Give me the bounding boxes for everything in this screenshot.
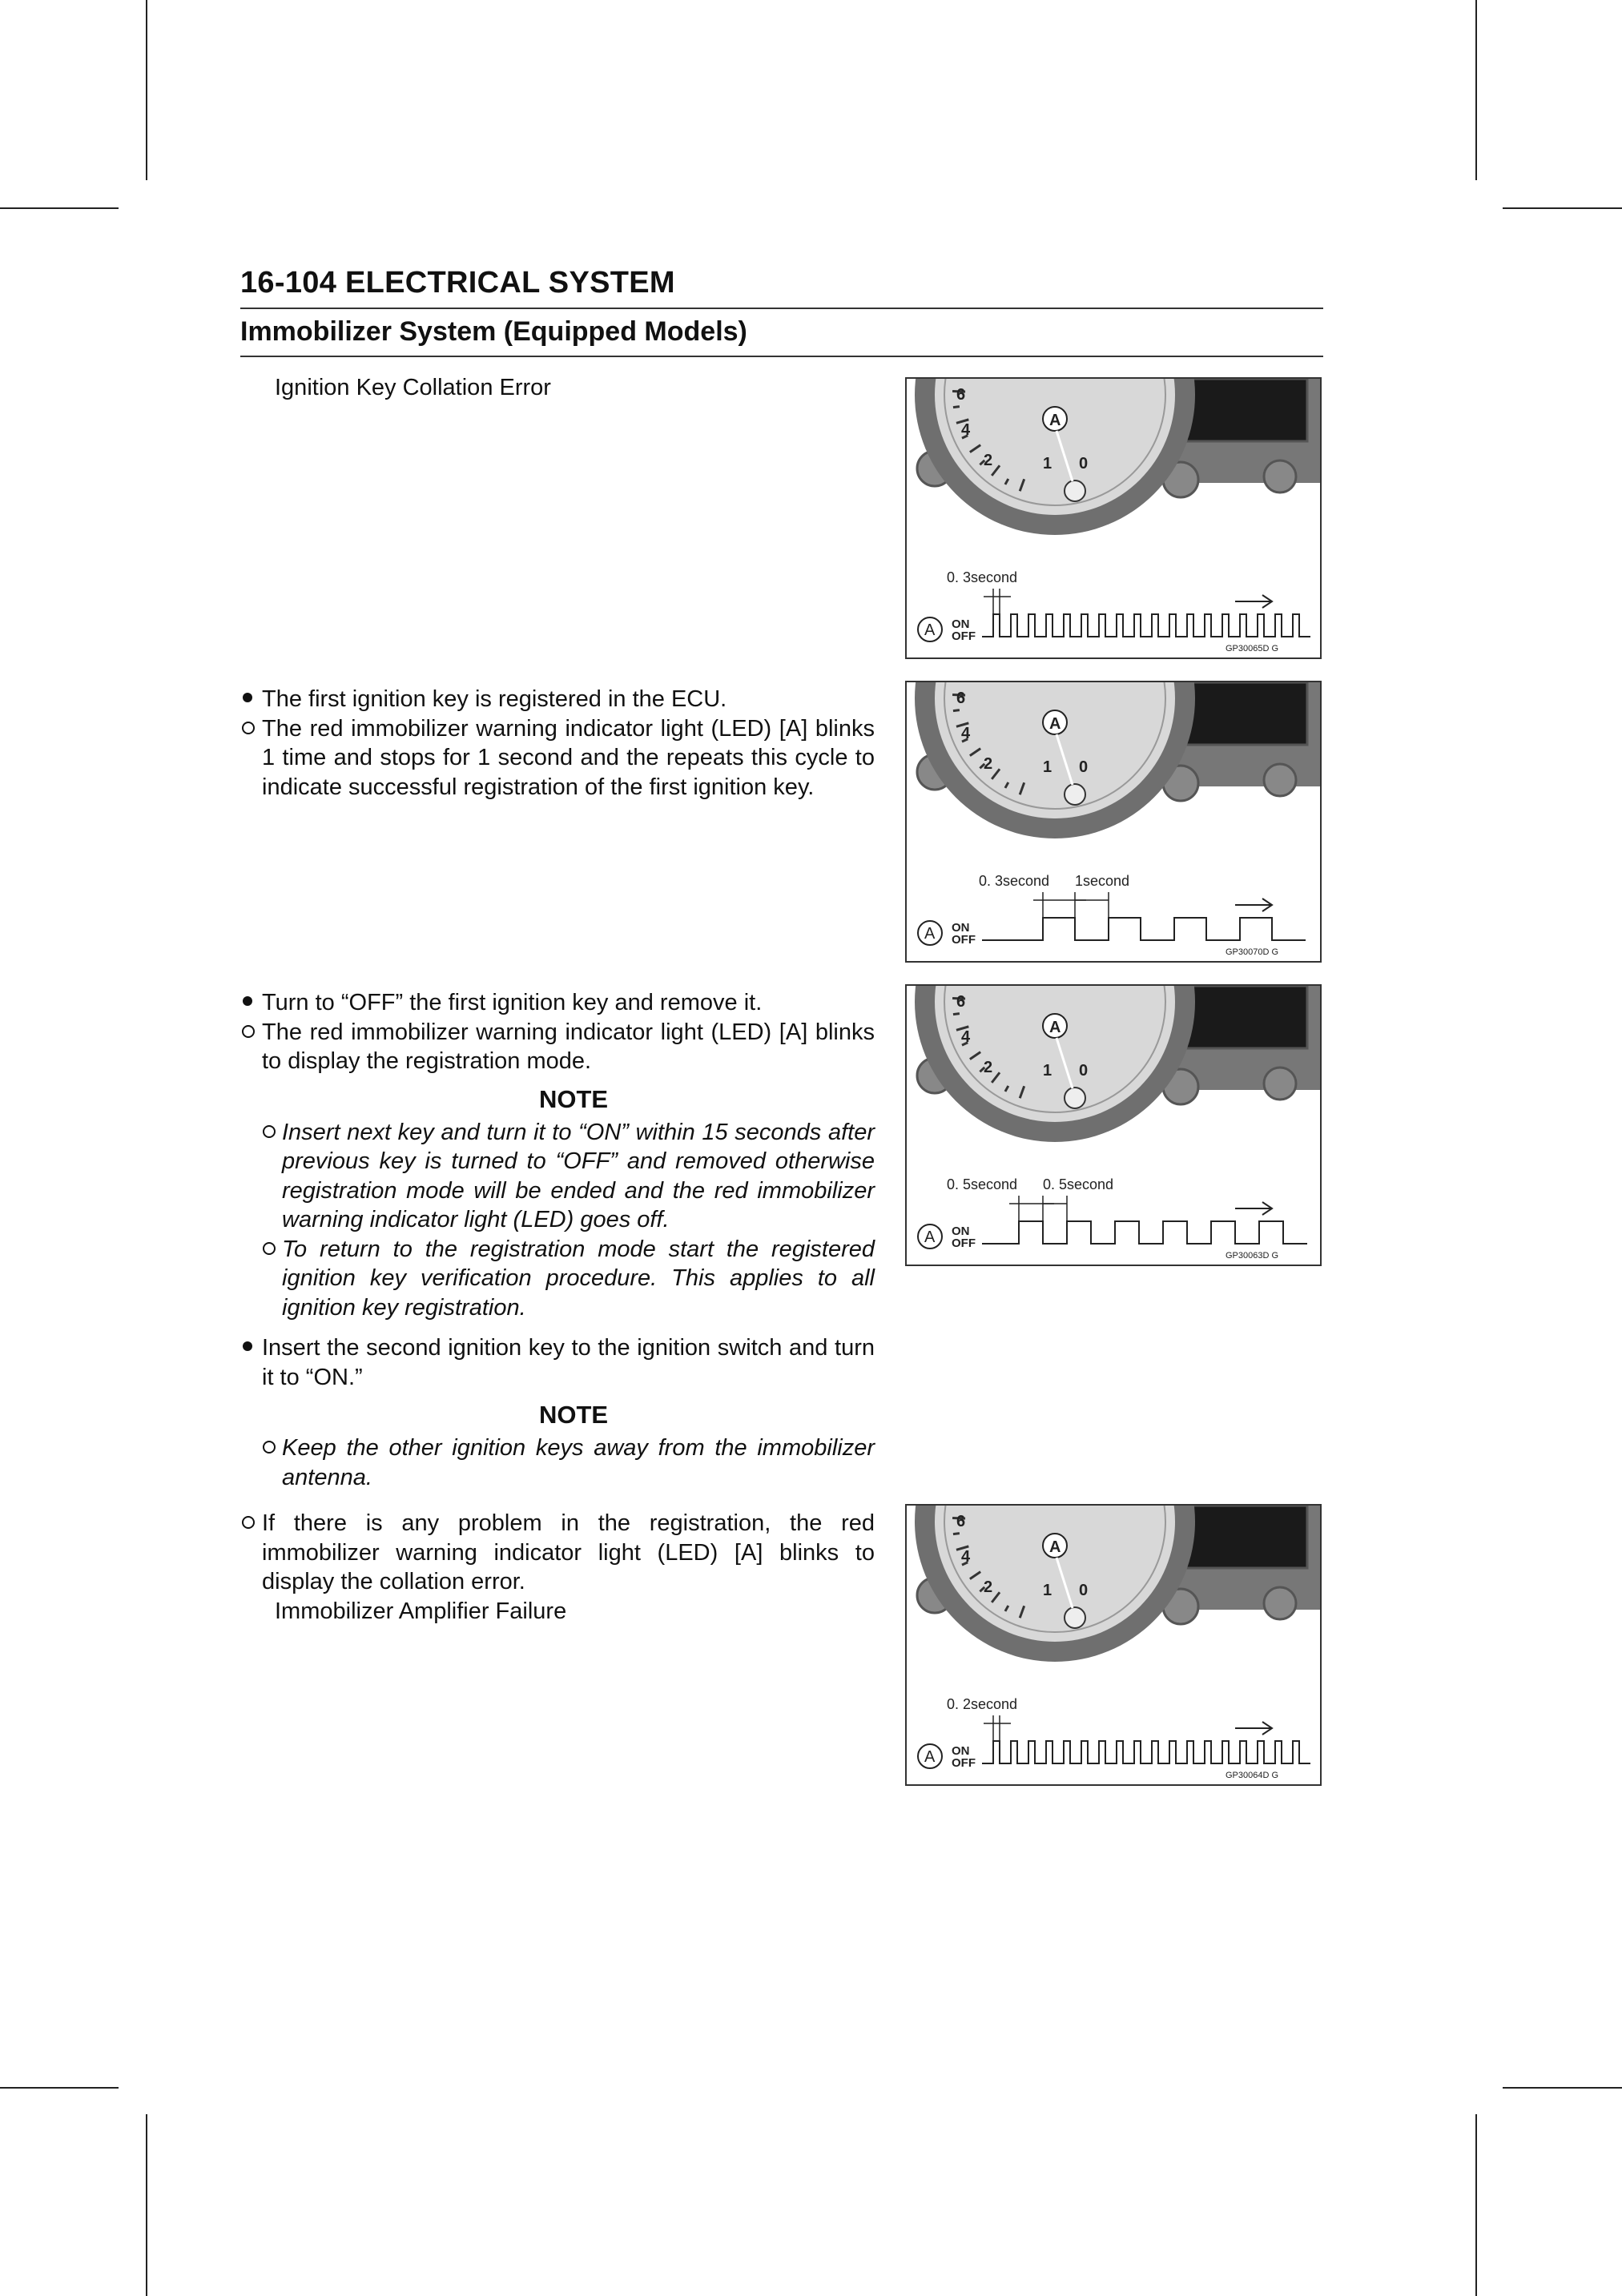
tachometer-numeral: 4 bbox=[961, 1028, 971, 1046]
tachometer-numeral: 1 bbox=[1043, 455, 1052, 472]
list-item: Insert the second ignition key to the ignition switch and turn it to “ON.” bbox=[240, 1333, 875, 1392]
tachometer-tick bbox=[953, 407, 960, 408]
on-label: ON bbox=[952, 921, 970, 935]
crop-mark bbox=[146, 0, 147, 180]
timing-label-1: 0. 2second bbox=[947, 1696, 1018, 1712]
note-item: Insert next key and turn it to “ON” within 15 seconds after previous key is turned to “OFF” and removed otherwise registration mode will be ended and the red immobilizer warning indicator light (LED) goes off. bbox=[240, 1118, 875, 1235]
page-title: 16-104 ELECTRICAL SYSTEM bbox=[240, 266, 675, 300]
callout-a-label: A bbox=[1049, 715, 1061, 733]
tachometer-numeral: 0 bbox=[1079, 758, 1089, 776]
instrument-panel-illustration bbox=[915, 986, 1320, 1142]
bullet-icon bbox=[240, 685, 261, 714]
on-label: ON bbox=[952, 1744, 970, 1758]
tachometer-numeral: 0 bbox=[1079, 455, 1089, 472]
off-label: OFF bbox=[952, 933, 976, 947]
timing-label-1: 0. 3second bbox=[979, 873, 1050, 889]
immobilizer-led-indicator bbox=[1065, 1607, 1085, 1628]
on-label: ON bbox=[952, 1224, 970, 1238]
tachometer-numeral: 0 bbox=[1079, 1062, 1089, 1080]
sub-bullet-icon bbox=[261, 1235, 276, 1265]
led-signal-waveform bbox=[982, 1741, 1310, 1763]
crop-mark bbox=[1503, 207, 1622, 209]
section-title: Immobilizer System (Equipped Models) bbox=[240, 316, 747, 347]
note-item: Keep the other ignition keys away from the immobilizer antenna. bbox=[240, 1433, 875, 1492]
instrument-panel-illustration bbox=[915, 1506, 1320, 1662]
figure-meter-blink-pattern bbox=[905, 984, 1322, 1266]
callout-a-label: A bbox=[1049, 1019, 1061, 1036]
sub-bullet-icon bbox=[240, 1509, 261, 1538]
note-item: To return to the registration mode start the registered ignition key verification procedure. This applies to all ignition key registration. bbox=[240, 1235, 875, 1323]
mount-boss bbox=[1264, 460, 1296, 493]
header-rule bbox=[240, 356, 1323, 357]
tachometer-tick bbox=[953, 1014, 960, 1015]
tachometer-numeral: 0 bbox=[1079, 1582, 1089, 1599]
timing-label-1: 0. 5second bbox=[947, 1176, 1018, 1192]
crop-mark bbox=[0, 207, 119, 209]
off-label: OFF bbox=[952, 1236, 976, 1250]
instrument-panel-illustration bbox=[915, 682, 1320, 838]
page-header bbox=[240, 264, 1323, 357]
section-registration-mode bbox=[240, 988, 875, 1492]
list-item: The first ignition key is registered in the ECU. bbox=[240, 685, 875, 714]
figure-code: GP30064D G bbox=[1226, 1771, 1279, 1780]
list-item: Turn to “OFF” the first ignition key and remove it. bbox=[240, 988, 875, 1018]
list-item: The red immobilizer warning indicator light (LED) [A] blinks to display the registration mode. bbox=[240, 1018, 875, 1076]
figure-caption: Immobilizer Amplifier Failure bbox=[275, 1598, 567, 1624]
crop-mark bbox=[1475, 0, 1477, 180]
tachometer-numeral: 2 bbox=[984, 452, 993, 469]
callout-a-label: A bbox=[924, 925, 936, 943]
crop-mark bbox=[0, 2087, 119, 2089]
sub-bullet-icon bbox=[240, 714, 261, 744]
tachometer-numeral: 4 bbox=[961, 421, 971, 439]
tachometer-numeral: 1 bbox=[1043, 758, 1052, 776]
tachometer-numeral: 2 bbox=[984, 1059, 993, 1076]
timing-label-2: 1second bbox=[1075, 873, 1130, 889]
immobilizer-led-indicator bbox=[1065, 1088, 1085, 1108]
crop-mark bbox=[1475, 2114, 1477, 2296]
off-label: OFF bbox=[952, 1756, 976, 1770]
tachometer-numeral: 2 bbox=[984, 755, 993, 773]
on-label: ON bbox=[952, 617, 970, 631]
blink-timing-diagram bbox=[918, 569, 1310, 653]
tachometer-numeral: 1 bbox=[1043, 1582, 1052, 1599]
callout-a-label: A bbox=[1049, 412, 1061, 429]
tachometer-numeral: 6 bbox=[956, 690, 966, 707]
tachometer-tick bbox=[953, 710, 960, 711]
figure-caption: Ignition Key Collation Error bbox=[275, 375, 551, 400]
blink-timing-diagram bbox=[918, 1696, 1310, 1780]
list-item: If there is any problem in the registration, the red immobilizer warning indicator light (LED) [A] blinks to display the collation error. bbox=[240, 1509, 875, 1597]
tachometer-numeral: 4 bbox=[961, 1548, 971, 1566]
callout-a-label: A bbox=[924, 1748, 936, 1766]
note-heading: NOTE bbox=[538, 1401, 609, 1429]
timing-label-2: 0. 5second bbox=[1043, 1176, 1114, 1192]
figure-meter-blink-pattern bbox=[905, 1504, 1322, 1786]
led-signal-waveform bbox=[982, 614, 1310, 637]
mount-boss bbox=[1264, 1068, 1296, 1100]
tachometer-numeral: 4 bbox=[961, 725, 971, 742]
figure-code: GP30065D G bbox=[1226, 644, 1279, 653]
header-rule bbox=[240, 308, 1323, 309]
callout-a-label: A bbox=[924, 621, 936, 639]
bullet-icon bbox=[240, 988, 261, 1018]
note-heading: NOTE bbox=[538, 1084, 609, 1113]
timing-label-1: 0. 3second bbox=[947, 569, 1018, 585]
tachometer-numeral: 6 bbox=[956, 993, 966, 1011]
off-label: OFF bbox=[952, 629, 976, 643]
callout-a-label: A bbox=[924, 1228, 936, 1246]
callout-a-label: A bbox=[1049, 1538, 1061, 1556]
mount-boss bbox=[1264, 1587, 1296, 1619]
section-amplifier-failure bbox=[240, 1509, 875, 1626]
immobilizer-led-indicator bbox=[1065, 784, 1085, 805]
figure-code: GP30070D G bbox=[1226, 947, 1279, 957]
blink-timing-diagram bbox=[918, 873, 1306, 957]
figure-meter-blink-pattern bbox=[905, 681, 1322, 963]
crop-mark bbox=[146, 2114, 147, 2296]
led-signal-waveform bbox=[982, 918, 1306, 940]
list-item: The red immobilizer warning indicator light (LED) [A] blinks 1 time and stops for 1 second and the repeats this cycle to indicate successful registration of the first ignition key. bbox=[240, 714, 875, 802]
tachometer-numeral: 6 bbox=[956, 1513, 966, 1530]
tachometer-numeral: 1 bbox=[1043, 1062, 1052, 1080]
bullet-icon bbox=[240, 1333, 261, 1363]
section-first-key bbox=[240, 685, 875, 802]
sub-bullet-icon bbox=[261, 1118, 276, 1148]
tachometer-numeral: 6 bbox=[956, 386, 966, 404]
crop-mark bbox=[1503, 2087, 1622, 2089]
tachometer-numeral: 2 bbox=[984, 1578, 993, 1596]
sub-bullet-icon bbox=[240, 1018, 261, 1047]
immobilizer-led-indicator bbox=[1065, 481, 1085, 501]
led-signal-waveform bbox=[982, 1221, 1307, 1244]
mount-boss bbox=[1264, 764, 1296, 796]
section-collation-error bbox=[240, 373, 875, 403]
figure-code: GP30063D G bbox=[1226, 1251, 1279, 1261]
blink-timing-diagram bbox=[918, 1176, 1307, 1261]
sub-bullet-icon bbox=[261, 1433, 276, 1463]
figure-meter-blink-pattern bbox=[905, 377, 1322, 659]
instrument-panel-illustration bbox=[915, 379, 1320, 535]
